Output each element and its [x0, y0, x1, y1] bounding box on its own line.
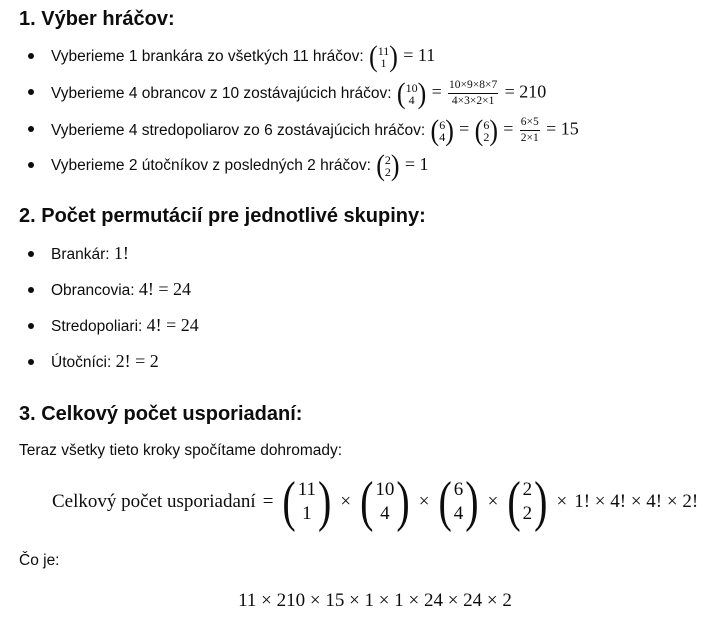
- binomial: ( 10 4 ): [360, 469, 410, 533]
- binomial: ( 6 4 ): [430, 113, 454, 147]
- section-2-heading: 2. Počet permutácií pre jednotlivé skupiny:: [19, 205, 426, 227]
- binomial: ( 6 4 ): [438, 469, 479, 533]
- co-je-text: Čo je:: [19, 552, 60, 569]
- intro-text: Teraz všetky tieto kroky spočítame dohromady:: [19, 442, 343, 459]
- binomial: ( 11 1 ): [282, 469, 332, 533]
- result-expression: 11 × 210 × 15 × 1 × 1 × 24 × 24 × 2: [238, 590, 512, 611]
- binomial: ( 6 2 ): [474, 113, 498, 147]
- binomial: ( 10 4 ): [396, 76, 427, 110]
- list-item: Útočníci: 2! = 2: [28, 349, 159, 375]
- binomial: ( 2 2 ): [376, 148, 400, 183]
- fraction: $\frac{10\times 9\times 8\times 7}{4\times 3\times 2\times 1}$: [449, 79, 498, 107]
- list-item: Brankár: 1!: [28, 241, 129, 267]
- section-1-heading: 1. Výber hráčov:: [19, 8, 175, 30]
- binomial: ( 11 1 ): [369, 39, 398, 74]
- list-item: Vyberieme 1 brankára zo všetkých 11 hráčov: ( 11 1 ) = 11: [28, 43, 435, 70]
- total-formula: Celkový počet usporiadaní = ( 11 1 ) × ( 10 4 ) × ( 6 4 ) × ( 2 2 ) × 1! × 4! × 4! × 2!: [52, 469, 699, 533]
- list-item: Stredopoliari: 4! = 24: [28, 313, 199, 339]
- list-item: Vyberieme 4 stredopoliarov zo 6 zostávajúcich hráčov: ( 6 4 ) = ( 6 2 ) = $\frac{6\times 5}{2\times 1}$ = 15: [28, 116, 579, 145]
- list-item: Obrancovia: 4! = 24: [28, 277, 191, 303]
- list-item: Vyberieme 2 útočníkov z posledných 2 hráčov: ( 2 2 ) = 1: [28, 152, 429, 179]
- list-item: Vyberieme 4 obrancov z 10 zostávajúcich hráčov: ( 10 4 ) = $\frac{10\times 9\times 8\times 7}{4\times 3\times 2\times 1}$ = 210: [28, 79, 546, 108]
- binomial: ( 2 2 ): [507, 469, 548, 533]
- section-3-heading: 3. Celkový počet usporiadaní:: [19, 403, 303, 425]
- fraction: $\frac{6\times 5}{2\times 1}$: [520, 116, 539, 144]
